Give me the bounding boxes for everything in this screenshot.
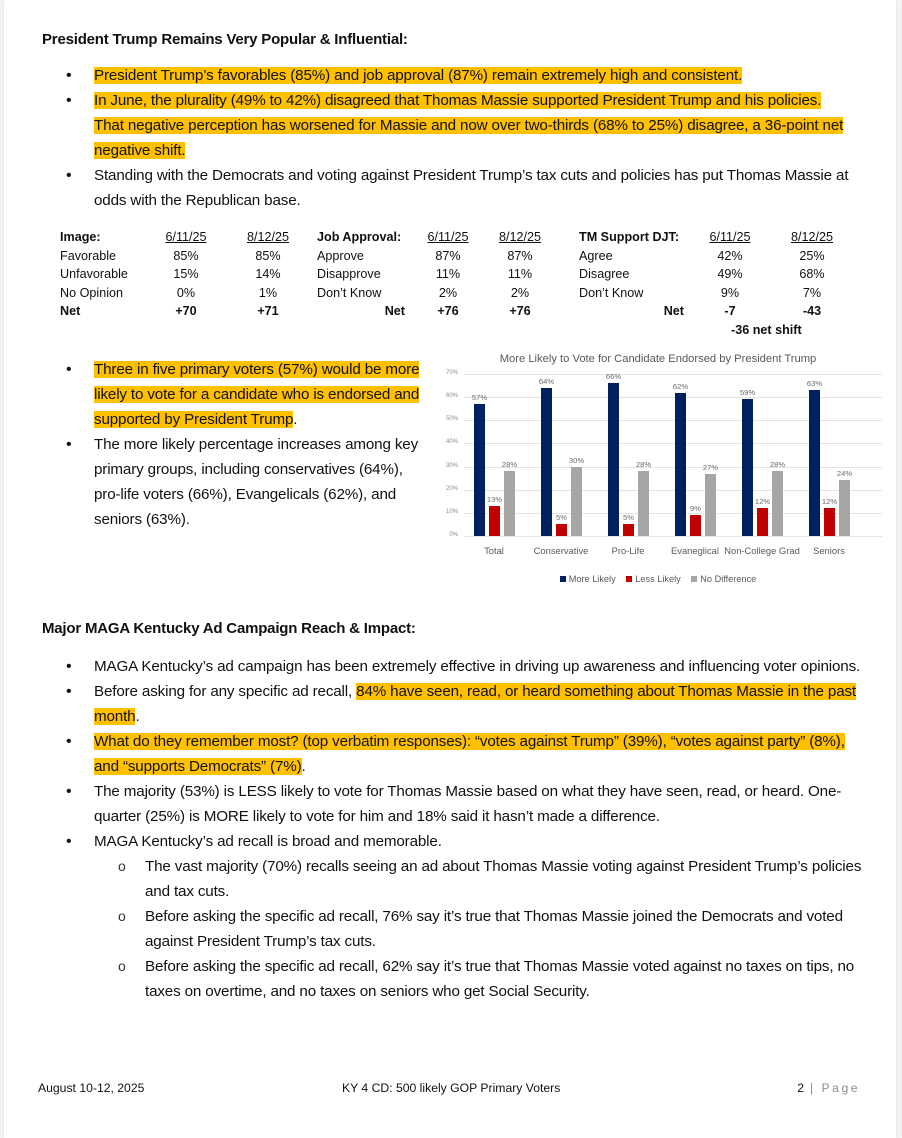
- bar-value-label: 5%: [623, 513, 634, 523]
- job-approval-table: [317, 228, 551, 321]
- section1-bullets: [42, 63, 852, 213]
- footer-date: August 10-12, 2025: [38, 1081, 145, 1095]
- bullet-massie-perception: [42, 88, 852, 163]
- column-date: 6/11/25: [427, 230, 469, 244]
- bar-more-likely: [675, 393, 686, 536]
- chart-title: More Likely to Vote for Candidate Endorsed by President Trump: [499, 353, 817, 365]
- bullet-remember-most: • What do they remember most? (top verbatim responses): “votes against Trump” (39%), “votes against party” (8%), and “supports Democrats” (7%).: [42, 729, 862, 779]
- net-shift: -36 net shift: [731, 322, 802, 337]
- cell-value: 14%: [255, 267, 281, 281]
- highlighted-text: President Trump’s favorables (85%) and job approval (87%) remain extremely high and consistent.: [94, 67, 743, 84]
- section-title-ad-campaign: Major MAGA Kentucky Ad Campaign Reach & Impact:: [42, 620, 416, 637]
- bar-value-label: 5%: [556, 513, 567, 523]
- cell-value: 25%: [799, 248, 825, 263]
- row-label: Don’t Know: [317, 285, 382, 300]
- highlighted-text: Three in five primary voters (57%) would be more likely to vote for a candidate who is endorsed and supported by President Trump: [94, 361, 420, 428]
- cell-value: 0%: [176, 285, 196, 300]
- section2-bullets: [42, 654, 862, 1004]
- bullet-84-percent-seen: • Before asking for any specific ad recall, 84% have seen, read, or heard something about Thomas Massie in the past month.: [42, 679, 862, 729]
- cell-value: 85%: [255, 248, 281, 263]
- net-label: Net: [60, 304, 81, 318]
- gridline: [464, 536, 882, 537]
- bullet-text: The more likely percentage increases among key primary groups, including conservatives (64%), pro-life voters (66%), Evangelicals (62%), and seniors (63%).: [94, 436, 419, 528]
- bar-no-difference: [839, 480, 850, 536]
- row-label: Agree: [579, 248, 613, 263]
- bar-value-label: 12%: [754, 497, 771, 507]
- net-value: -7: [724, 304, 736, 318]
- bar-less-likely: [757, 508, 768, 536]
- y-tick-label: 40%: [445, 439, 458, 446]
- y-tick-label: 0%: [449, 532, 458, 538]
- bullet-text: The majority (53%) is LESS likely to vote for Thomas Massie based on what they have seen, read, or heard. One-quarter (25%) is MORE likely to vote for him and 18% said it hasn’t made a difference.: [94, 783, 842, 825]
- x-category-label: Seniors: [813, 545, 845, 556]
- bullet-text: MAGA Kentucky’s ad recall is broad and memorable.: [94, 833, 442, 850]
- image-table: [60, 228, 308, 321]
- endorsement-bullets: [42, 357, 422, 532]
- table-header: TM Support DJT:: [579, 230, 680, 244]
- cell-value: 7%: [802, 285, 822, 300]
- footer-sample: KY 4 CD: 500 likely GOP Primary Voters: [342, 1081, 561, 1095]
- bullet-three-in-five: • Three in five primary voters (57%) would be more likely to vote for a candidate who is endorsed and supported by President Trump.: [42, 357, 422, 432]
- bar-value-label: 59%: [739, 388, 756, 398]
- bar-no-difference: [705, 474, 716, 536]
- legend-swatch: [560, 576, 566, 582]
- legend-less-likely: Less Likely: [626, 574, 680, 584]
- ad-recall-subbullets: [94, 854, 862, 1004]
- endorsement-bar-chart: [428, 348, 888, 593]
- x-category-label: Evaneglical: [671, 545, 719, 556]
- net-label: Net: [663, 304, 684, 318]
- net-value: -43: [802, 304, 822, 318]
- bar-more-likely: [809, 390, 820, 536]
- row-label: Disapprove: [317, 267, 381, 281]
- legend-swatch: [626, 576, 632, 582]
- column-date: 8/12/25: [246, 230, 290, 244]
- cell-value: 15%: [173, 267, 199, 281]
- tm-support-table: [579, 228, 843, 339]
- section-title-trump-popular: President Trump Remains Very Popular & Influential:: [42, 31, 408, 48]
- chart-legend: [428, 574, 888, 584]
- column-date: 6/11/25: [709, 230, 751, 244]
- bar-value-label: 9%: [690, 504, 701, 514]
- row-label: Don’t Know: [579, 285, 644, 300]
- row-label: Unfavorable: [60, 267, 128, 281]
- bar-value-label: 28%: [769, 460, 786, 470]
- highlighted-text: 84% have seen, read, or heard something about Thomas Massie in the past month: [94, 683, 857, 725]
- bar-less-likely: [690, 515, 701, 536]
- column-date: 6/11/25: [165, 230, 207, 244]
- net-value: +70: [175, 304, 197, 318]
- gridline: [464, 374, 882, 375]
- document-page: [4, 0, 896, 1138]
- legend-swatch: [691, 576, 697, 582]
- table-header: Image:: [60, 230, 101, 244]
- subbullet-70-percent: o The vast majority (70%) recalls seeing an ad about Thomas Massie voting against President Trump’s policies and tax cuts.: [42, 854, 862, 904]
- table-header: Job Approval:: [317, 230, 402, 244]
- column-date: 8/12/25: [498, 230, 542, 244]
- row-label: No Opinion: [60, 285, 124, 300]
- x-category-label: Total: [484, 545, 504, 556]
- bullet-standing-democrats: [42, 163, 852, 213]
- highlighted-text: What do they remember most? (top verbatim responses): “votes against Trump” (39%), “votes against party” (8%), and “supports Democrats” (7%): [94, 733, 845, 775]
- cell-value: 87%: [507, 248, 533, 263]
- bar-value-label: 66%: [605, 372, 622, 382]
- x-category-label: Pro-Life: [611, 545, 645, 556]
- y-tick-label: 10%: [445, 508, 458, 515]
- bullet-majority-less-likely: [42, 779, 862, 829]
- bar-less-likely: [623, 524, 634, 536]
- y-tick-label: 60%: [445, 393, 458, 400]
- y-tick-label: 50%: [445, 416, 458, 423]
- bar-value-label: 12%: [821, 497, 838, 507]
- highlighted-text: In June, the plurality (49% to 42%) disagreed that Thomas Massie supported President Trump and his policies. That negative perception has worsened for Massie and now over two-thirds (68% to 25%) disagree, a 36-point net negative shift.: [94, 92, 844, 159]
- bullet-ad-recall-broad: [42, 829, 862, 1004]
- footer-page-number: 2 | Page: [797, 1081, 860, 1095]
- y-tick-label: 70%: [445, 370, 458, 376]
- bar-no-difference: [638, 471, 649, 536]
- cell-value: 42%: [717, 248, 743, 263]
- cell-value: 11%: [507, 267, 533, 281]
- bar-value-label: 28%: [635, 460, 652, 470]
- net-value: +76: [509, 304, 531, 318]
- cell-value: 68%: [799, 267, 825, 281]
- x-category-label: Conservative: [533, 545, 589, 556]
- net-value: +71: [257, 304, 279, 318]
- row-label: Favorable: [60, 248, 117, 263]
- bar-no-difference: [772, 471, 783, 536]
- bar-value-label: 24%: [836, 469, 853, 479]
- x-category-label: Non-College Grad: [724, 545, 800, 556]
- y-tick-label: 30%: [445, 462, 458, 469]
- cell-value: 85%: [173, 248, 199, 263]
- bar-value-label: 63%: [806, 379, 823, 389]
- bar-no-difference: [504, 471, 515, 536]
- row-label: Approve: [317, 248, 364, 263]
- subbullet-62-percent: o Before asking the specific ad recall, 62% say it’s true that Thomas Massie voted against no taxes on tips, no taxes on overtime, and no taxes on seniors who get Social Security.: [42, 954, 862, 1004]
- bar-less-likely: [489, 506, 500, 536]
- cell-value: 2%: [510, 285, 530, 300]
- bullet-favorables: [42, 63, 852, 88]
- bar-value-label: 64%: [538, 376, 555, 386]
- bar-less-likely: [824, 508, 835, 536]
- net-label: Net: [384, 304, 405, 318]
- row-label: Disagree: [579, 267, 630, 281]
- bar-value-label: 30%: [568, 455, 585, 465]
- bar-more-likely: [742, 399, 753, 536]
- bar-value-label: 28%: [501, 460, 518, 470]
- subbullet-76-percent: o Before asking the specific ad recall, 76% say it’s true that Thomas Massie joined the Democrats and voted against President Trump’s tax cuts.: [42, 904, 862, 954]
- cell-value: 9%: [720, 285, 740, 300]
- column-date: 8/12/25: [790, 230, 834, 244]
- legend-no-difference: No Difference: [691, 574, 756, 584]
- cell-value: 87%: [435, 248, 461, 263]
- bullet-text: Standing with the Democrats and voting against President Trump’s tax cuts and policies has put Thomas Massie at odds with the Republican base.: [94, 167, 849, 209]
- bar-value-label: 62%: [672, 381, 689, 391]
- bar-value-label: 13%: [486, 494, 503, 504]
- legend-more-likely: More Likely: [560, 574, 616, 584]
- cell-value: 49%: [717, 267, 743, 281]
- bar-value-label: 27%: [702, 462, 719, 472]
- net-value: +76: [437, 304, 459, 318]
- y-tick-label: 20%: [445, 485, 458, 492]
- cell-value: 2%: [438, 285, 458, 300]
- bar-value-label: 57%: [471, 393, 488, 403]
- bar-no-difference: [571, 467, 582, 536]
- cell-value: 1%: [258, 285, 278, 300]
- bar-less-likely: [556, 524, 567, 536]
- bullet-text: MAGA Kentucky’s ad campaign has been extremely effective in driving up awareness and influencing voter opinions.: [94, 658, 861, 675]
- cell-value: 11%: [435, 267, 461, 281]
- bullet-key-groups: [42, 432, 422, 532]
- bar-more-likely: [474, 404, 485, 536]
- bullet-campaign-effective: [42, 654, 862, 679]
